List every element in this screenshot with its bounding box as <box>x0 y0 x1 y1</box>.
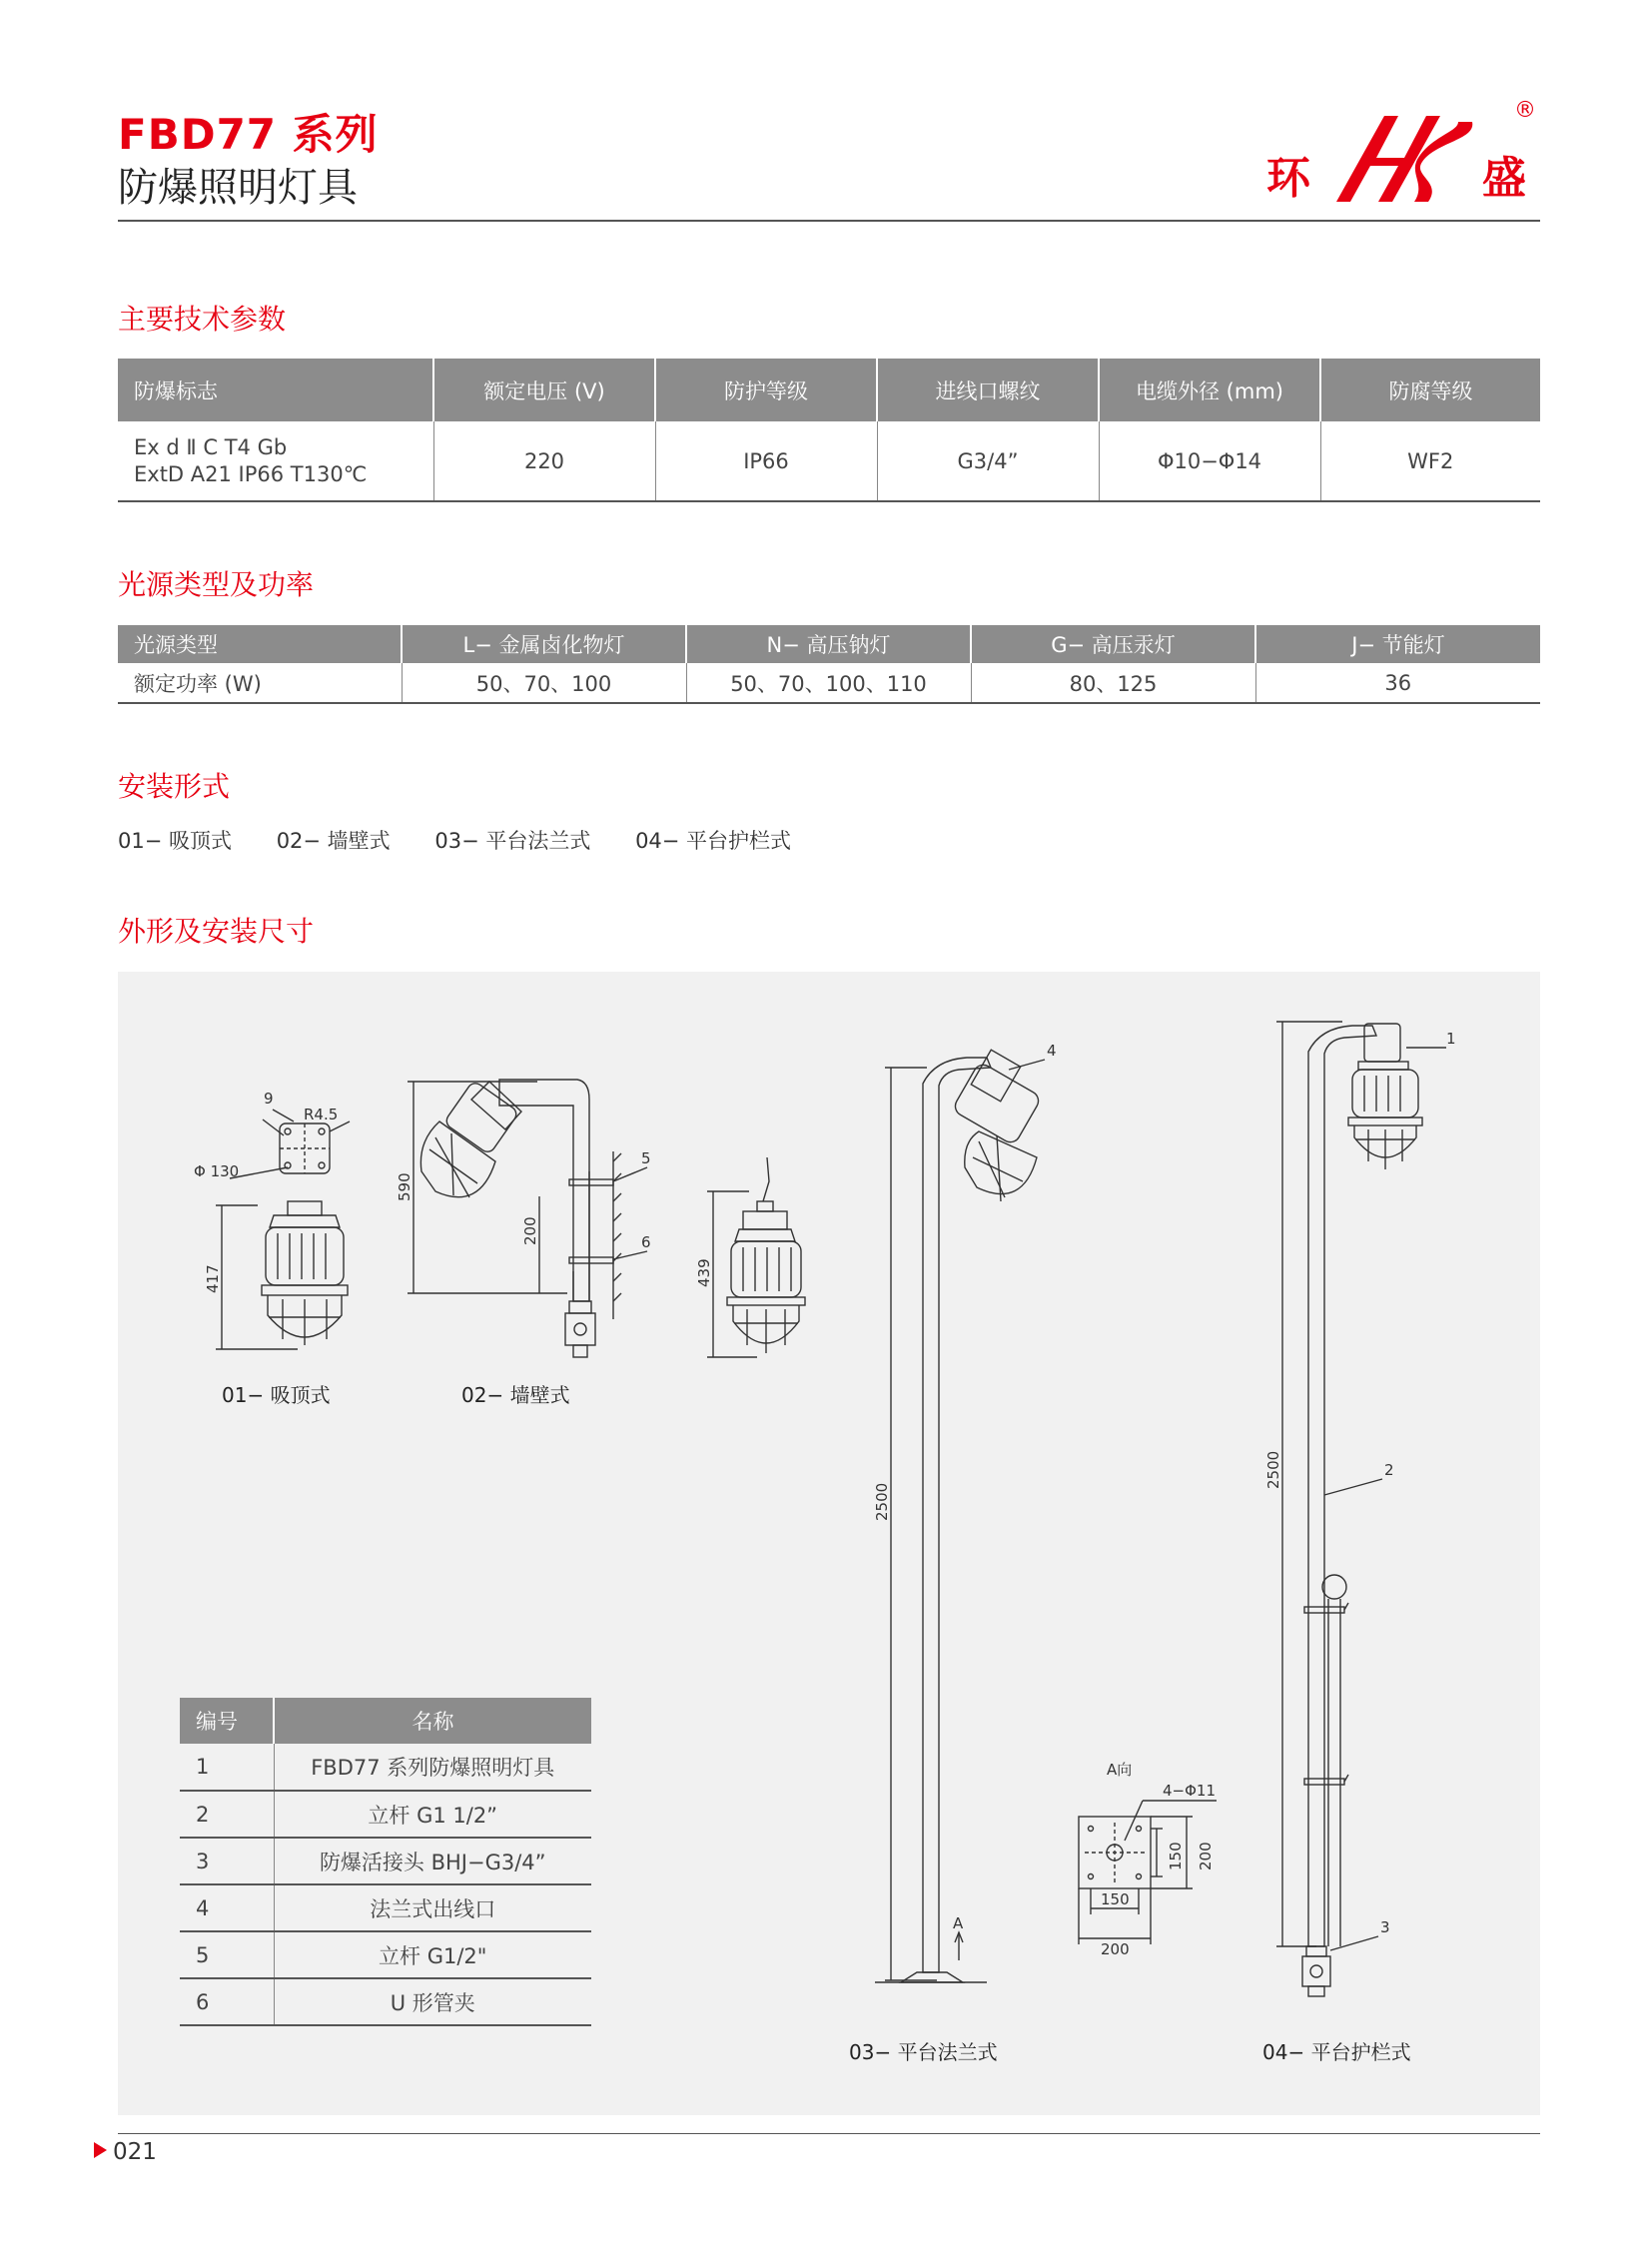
ex-mark-line: Ex d Ⅱ C T4 Gb <box>134 434 288 459</box>
install-option: 04− 平台护栏式 <box>635 829 792 853</box>
dim-150-v: 150 <box>1167 1842 1185 1870</box>
table-header: N− 高压钠灯 <box>686 625 971 663</box>
caption-ceiling: 01− 吸顶式 <box>222 1383 331 1407</box>
anticorrosion-cell: WF2 <box>1320 421 1540 501</box>
dim-holes: 4−Φ11 <box>1163 1782 1217 1800</box>
table-row <box>180 1884 591 1931</box>
table-cell: 额定功率 (W) <box>118 663 402 703</box>
table-cell: 80、125 <box>971 663 1255 703</box>
table-row <box>180 1791 591 1838</box>
protection-cell: IP66 <box>655 421 877 501</box>
table-header: 防爆标志 <box>118 359 433 421</box>
table-cell: 36 <box>1255 663 1540 703</box>
product-name: 防爆照明灯具 <box>118 165 358 211</box>
parts-table <box>180 1698 591 2026</box>
caption-flange: 03− 平台法兰式 <box>849 2040 998 2064</box>
part-name: 法兰式出线口 <box>274 1884 591 1931</box>
cable-diameter-cell: Φ10−Φ14 <box>1099 421 1320 501</box>
section-title-dimensions: 外形及安装尺寸 <box>118 915 315 948</box>
table-header-row <box>118 359 1540 421</box>
page-number <box>94 2139 157 2165</box>
part-name: 立杆 G1 1/2” <box>274 1791 591 1838</box>
table-row <box>118 421 1540 501</box>
part-name: 防爆活接头 BHJ−G3/4” <box>274 1838 591 1884</box>
dim-r45: R4.5 <box>304 1106 339 1123</box>
install-options <box>118 825 829 855</box>
dim-439: 439 <box>695 1258 713 1287</box>
drawing-ceiling-mount <box>216 1110 350 1349</box>
thread-cell: G3/4” <box>877 421 1099 501</box>
table-header: 名称 <box>274 1698 591 1744</box>
dim-200-v: 200 <box>1197 1842 1215 1870</box>
callout-4: 4 <box>1047 1042 1057 1060</box>
table-header: 防腐等级 <box>1320 359 1540 421</box>
part-name: FBD77 系列防爆照明灯具 <box>274 1744 591 1791</box>
table-header: 光源类型 <box>118 625 402 663</box>
footer-divider <box>118 2133 1540 2134</box>
dim-417: 417 <box>204 1264 222 1293</box>
part-number: 5 <box>180 1931 274 1978</box>
table-row <box>118 663 1540 703</box>
caption-wall: 02− 墙壁式 <box>461 1383 570 1407</box>
install-option: 02− 墙壁式 <box>276 829 391 853</box>
table-header: 进线口螺纹 <box>877 359 1099 421</box>
table-header: L− 金属卤化物灯 <box>402 625 686 663</box>
dim-150-h: 150 <box>1101 1890 1130 1908</box>
section-title-light-source: 光源类型及功率 <box>118 568 315 601</box>
dim-phi130: Φ 130 <box>194 1162 240 1180</box>
drawing-rail-mount <box>1276 1022 1446 1996</box>
table-header: 编号 <box>180 1698 274 1744</box>
page-number-text: 021 <box>113 2139 157 2165</box>
table-header: J− 节能灯 <box>1255 625 1540 663</box>
table-header-row <box>180 1698 591 1744</box>
dim-200-h: 200 <box>1101 1940 1130 1958</box>
dim-a-mark: A <box>953 1914 964 1932</box>
install-option: 01− 吸顶式 <box>118 829 232 853</box>
logo-char-left: 环 <box>1266 153 1310 204</box>
logo-char-right: 盛 <box>1482 153 1526 204</box>
callout-5: 5 <box>641 1149 651 1167</box>
install-option: 03− 平台法兰式 <box>434 829 591 853</box>
voltage-cell: 220 <box>433 421 655 501</box>
callout-2: 2 <box>1384 1461 1394 1479</box>
part-name: 立杆 G1/2" <box>274 1931 591 1978</box>
part-number: 2 <box>180 1791 274 1838</box>
dim-200: 200 <box>521 1216 539 1245</box>
dim-2500-flange: 2500 <box>873 1482 891 1521</box>
table-row <box>180 1838 591 1884</box>
table-cell: 50、70、100、110 <box>686 663 971 703</box>
drawing-pendant <box>707 1157 805 1357</box>
ex-mark-line: ExtD A21 IP66 T130℃ <box>134 461 368 486</box>
table-row <box>180 1744 591 1791</box>
callout-6: 6 <box>641 1233 651 1251</box>
part-number: 6 <box>180 1978 274 2025</box>
registered-mark: ® <box>1514 98 1536 123</box>
table-row <box>180 1931 591 1978</box>
caption-rail: 04− 平台护栏式 <box>1262 2040 1411 2064</box>
dim-9: 9 <box>264 1090 274 1108</box>
brand-logo <box>1266 96 1546 214</box>
triangle-icon <box>94 2142 107 2158</box>
light-source-table <box>118 625 1540 704</box>
table-cell: 50、70、100 <box>402 663 686 703</box>
table-header-row <box>118 625 1540 663</box>
logo-hs-mark-icon <box>1326 102 1486 214</box>
tech-params-table <box>118 359 1540 502</box>
section-title-install-form: 安装形式 <box>118 770 231 803</box>
drawing-flange-mount <box>875 1050 1217 1982</box>
dim-2500-rail: 2500 <box>1264 1450 1282 1489</box>
series-title: FBD77 系列 <box>118 110 379 159</box>
part-number: 1 <box>180 1744 274 1791</box>
section-title-tech-params: 主要技术参数 <box>118 303 287 336</box>
dim-590: 590 <box>396 1172 413 1201</box>
dim-a-direction: A向 <box>1107 1761 1133 1779</box>
part-number: 4 <box>180 1884 274 1931</box>
header-divider <box>118 220 1540 222</box>
table-header: G− 高压汞灯 <box>971 625 1255 663</box>
callout-1: 1 <box>1446 1030 1456 1048</box>
table-header: 额定电压 (V) <box>433 359 655 421</box>
callout-3: 3 <box>1380 1918 1390 1936</box>
table-header: 防护等级 <box>655 359 877 421</box>
part-name: U 形管夹 <box>274 1978 591 2025</box>
part-number: 3 <box>180 1838 274 1884</box>
table-header: 电缆外径 (mm) <box>1099 359 1320 421</box>
table-row <box>180 1978 591 2025</box>
ex-mark-cell <box>118 421 433 501</box>
